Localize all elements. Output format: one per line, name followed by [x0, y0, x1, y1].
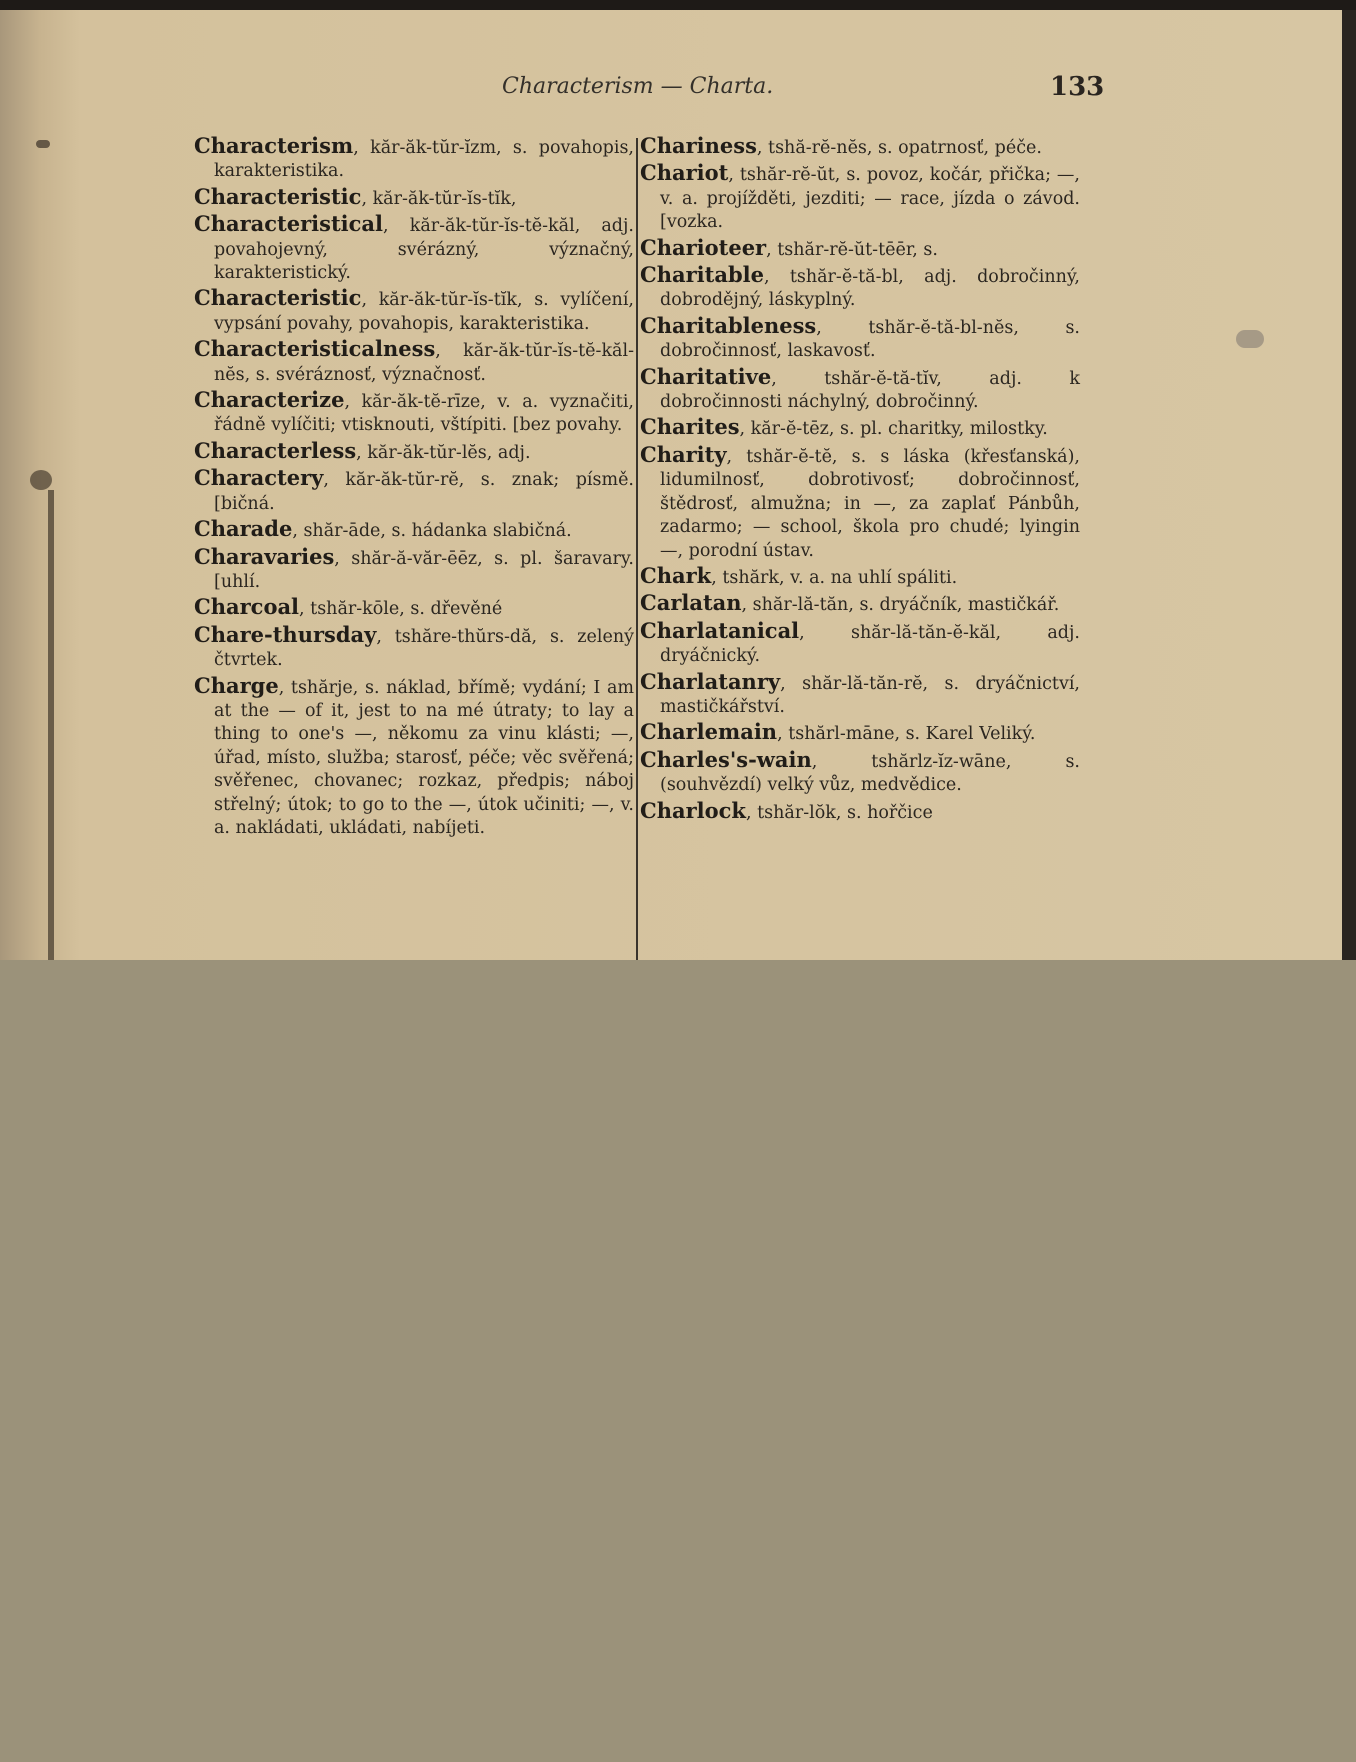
entry-definition: , tshăr-ĕ-tă-tĭv, adj. k dobročinnosti náchylný, dobročinný. — [660, 368, 1080, 413]
running-head: Characterism — Charta. — [502, 74, 774, 99]
dictionary-entry — [640, 748, 1080, 798]
dictionary-entry — [640, 799, 1080, 825]
entry-definition: , kăr-ăk-tŭr-ĭs-tĭk, — [361, 188, 517, 209]
entry-definition: , tshăr-ĕ-tĕ, s. s láska (křesťanská), lidumilnosť, dobrotivosť; dobročinnosť, štědrosť, almužna; in —, za zaplať Pánbůh, zadarmo; — school, škola pro chudé; lyingin —, porodní ústav. — [660, 446, 1080, 561]
entry-headword: Chariot — [640, 160, 729, 186]
entry-headword: Charites — [640, 414, 740, 440]
dictionary-entry — [640, 314, 1080, 364]
entry-headword: Chariness — [640, 133, 757, 158]
dictionary-entry — [640, 134, 1080, 160]
dictionary-entry — [640, 161, 1080, 234]
entry-definition: , tshăre-thŭrs-dă, s. zelený čtvrtek. — [214, 626, 634, 671]
entry-headword: Charge — [194, 672, 279, 698]
dictionary-entry — [194, 388, 634, 438]
left-column — [194, 134, 634, 841]
entry-headword: Charactery — [194, 465, 324, 491]
entry-headword: Chare-thursday — [194, 621, 377, 647]
entry-headword: Characterize — [194, 387, 345, 413]
entry-definition: , kăr-ăk-tŭr-ĭs-tĕ-kăl-nĕs, s. svéráznosť, význačnosť. — [214, 341, 634, 385]
entry-headword: Characteristicalness — [194, 336, 436, 362]
dictionary-entry — [640, 365, 1080, 415]
right-column — [640, 134, 1080, 826]
page-number: 133 — [1050, 72, 1105, 102]
entry-headword: Charlemain — [640, 719, 778, 745]
entry-definition: , shăr-lă-tăn-rĕ, s. dryáčnictví, mastičkářství. — [660, 673, 1080, 717]
entry-headword: Charity — [640, 441, 727, 467]
entry-headword: Charade — [194, 516, 293, 542]
entry-definition: , shăr-lă-tăn, s. dryáčník, mastičkář. — [741, 595, 1060, 616]
spine-mark — [36, 140, 50, 148]
entry-headword: Carlatan — [640, 590, 742, 616]
entry-definition: , tshărje, s. náklad, břímě; vydání; I am at the — of it, jest to na mé útraty; to lay a thing to one's —, někomu za vinu klásti; —, úřad, místo, služba; starosť, péče; věc svěřená; svěřenec, chovanec; rozkaz, předpis; náboj střelný; útok; to go to the —, útok učiniti; —, v. a. nakládati, ukládati, nabíjeti. — [214, 677, 634, 838]
dictionary-entry — [194, 337, 634, 387]
entry-definition: , shăr-āde, s. hádanka slabičná. — [292, 521, 572, 542]
dictionary-entry — [640, 415, 1080, 441]
entry-headword: Characteristic — [194, 183, 362, 209]
dictionary-entry — [194, 134, 634, 184]
entry-definition: , tshăr-ĕ-tă-bl-nĕs, s. dobročinnosť, laskavosť. — [660, 317, 1080, 362]
entry-headword: Charlatanical — [640, 617, 800, 643]
entry-definition: , tshăr-rĕ-ŭt, s. povoz, kočár, přička; —, v. a. projížděti, jezditi; — race, jízda o závod. [vozka. — [660, 165, 1080, 233]
entry-headword: Characteristical — [194, 211, 384, 237]
entry-definition: , tshăr-rĕ-ŭt-tēēr, s. — [766, 239, 938, 260]
entry-definition: , tshăr-ĕ-tă-bl, adj. dobročinný, dobrodějný, láskyplný. — [660, 267, 1080, 311]
entry-definition: , kăr-ăk-tĕ-rīze, v. a. vyznačiti, řádně vylíčiti; vtisknouti, vštípiti. [bez povahy. — [214, 392, 634, 436]
entry-definition: , tshăr-kōle, s. dřevěné — [299, 599, 503, 620]
book-page — [0, 10, 1342, 960]
scan-right-border — [1342, 10, 1356, 960]
entry-headword: Characterless — [194, 437, 357, 463]
entry-definition: , tshărl-māne, s. Karel Veliký. — [777, 724, 1036, 745]
dictionary-entry — [194, 212, 634, 285]
entry-headword: Charitable — [640, 262, 764, 288]
dictionary-entry — [194, 517, 634, 543]
page-stain — [1236, 330, 1264, 348]
entry-headword: Charles's-wain — [640, 746, 812, 772]
entry-headword: Charioteer — [640, 234, 767, 260]
entry-headword: Charcoal — [194, 594, 300, 620]
entry-definition: , tshărlz-ĭz-wāne, s. (souhvězdí) velký vůz, medvědice. — [660, 751, 1080, 796]
spine-mark — [30, 470, 52, 490]
dictionary-entry — [194, 545, 634, 595]
entry-headword: Charitative — [640, 363, 772, 389]
dictionary-entry — [640, 720, 1080, 746]
dictionary-entry — [640, 619, 1080, 669]
spine-line — [48, 490, 54, 960]
column-divider — [636, 138, 638, 960]
entry-definition: , kăr-ĕ-tēz, s. pl. charitky, milostky. — [739, 419, 1048, 440]
dictionary-entry — [640, 236, 1080, 262]
dictionary-entry — [640, 591, 1080, 617]
entry-definition: , kăr-ăk-tŭr-ĭs-tĭk, s. vylíčení, vypsání povahy, povahopis, karakteristika. — [214, 290, 634, 334]
dictionary-entry — [640, 263, 1080, 313]
entry-headword: Characteristic — [194, 285, 362, 311]
dictionary-entry — [640, 670, 1080, 720]
entry-headword: Chark — [640, 562, 712, 588]
dictionary-entry — [194, 286, 634, 336]
dictionary-entry — [194, 674, 634, 841]
entry-definition: , tshărk, v. a. na uhlí spáliti. — [711, 567, 958, 588]
entry-headword: Charlatanry — [640, 668, 781, 694]
entry-definition: , kăr-ăk-tŭr-ĭs-tĕ-kăl, adj. povahojevný, svérázný, význačný, karakteristický. — [214, 216, 634, 284]
entry-headword: Charavaries — [194, 543, 335, 569]
entry-definition: , kăr-ăk-tŭr-lĕs, adj. — [356, 442, 531, 463]
dictionary-entry — [640, 564, 1080, 590]
entry-headword: Charlock — [640, 797, 746, 823]
dictionary-entry — [194, 595, 634, 621]
dictionary-entry — [640, 443, 1080, 563]
entry-headword: Characterism — [194, 133, 354, 158]
entry-definition: , tshă-rĕ-nĕs, s. opatrnosť, péče. — [756, 138, 1042, 158]
dictionary-entry — [194, 466, 634, 516]
entry-definition: , kăr-ăk-tŭr-ĭzm, s. povahopis, karakteristika. — [214, 138, 634, 182]
entry-definition: , shăr-ă-văr-ēēz, s. pl. šaravary. [uhlí. — [214, 548, 634, 592]
dictionary-entry — [194, 623, 634, 673]
dictionary-entry — [194, 185, 634, 211]
entry-definition: , kăr-ăk-tŭr-rĕ, s. znak; písmě. [bičná. — [214, 470, 634, 514]
entry-definition: , tshăr-lŏk, s. hořčice — [745, 802, 933, 823]
entry-headword: Charitableness — [640, 312, 817, 338]
dictionary-entry — [194, 439, 634, 465]
entry-definition: , shăr-lă-tăn-ĕ-kăl, adj. dryáčnický. — [660, 622, 1080, 667]
